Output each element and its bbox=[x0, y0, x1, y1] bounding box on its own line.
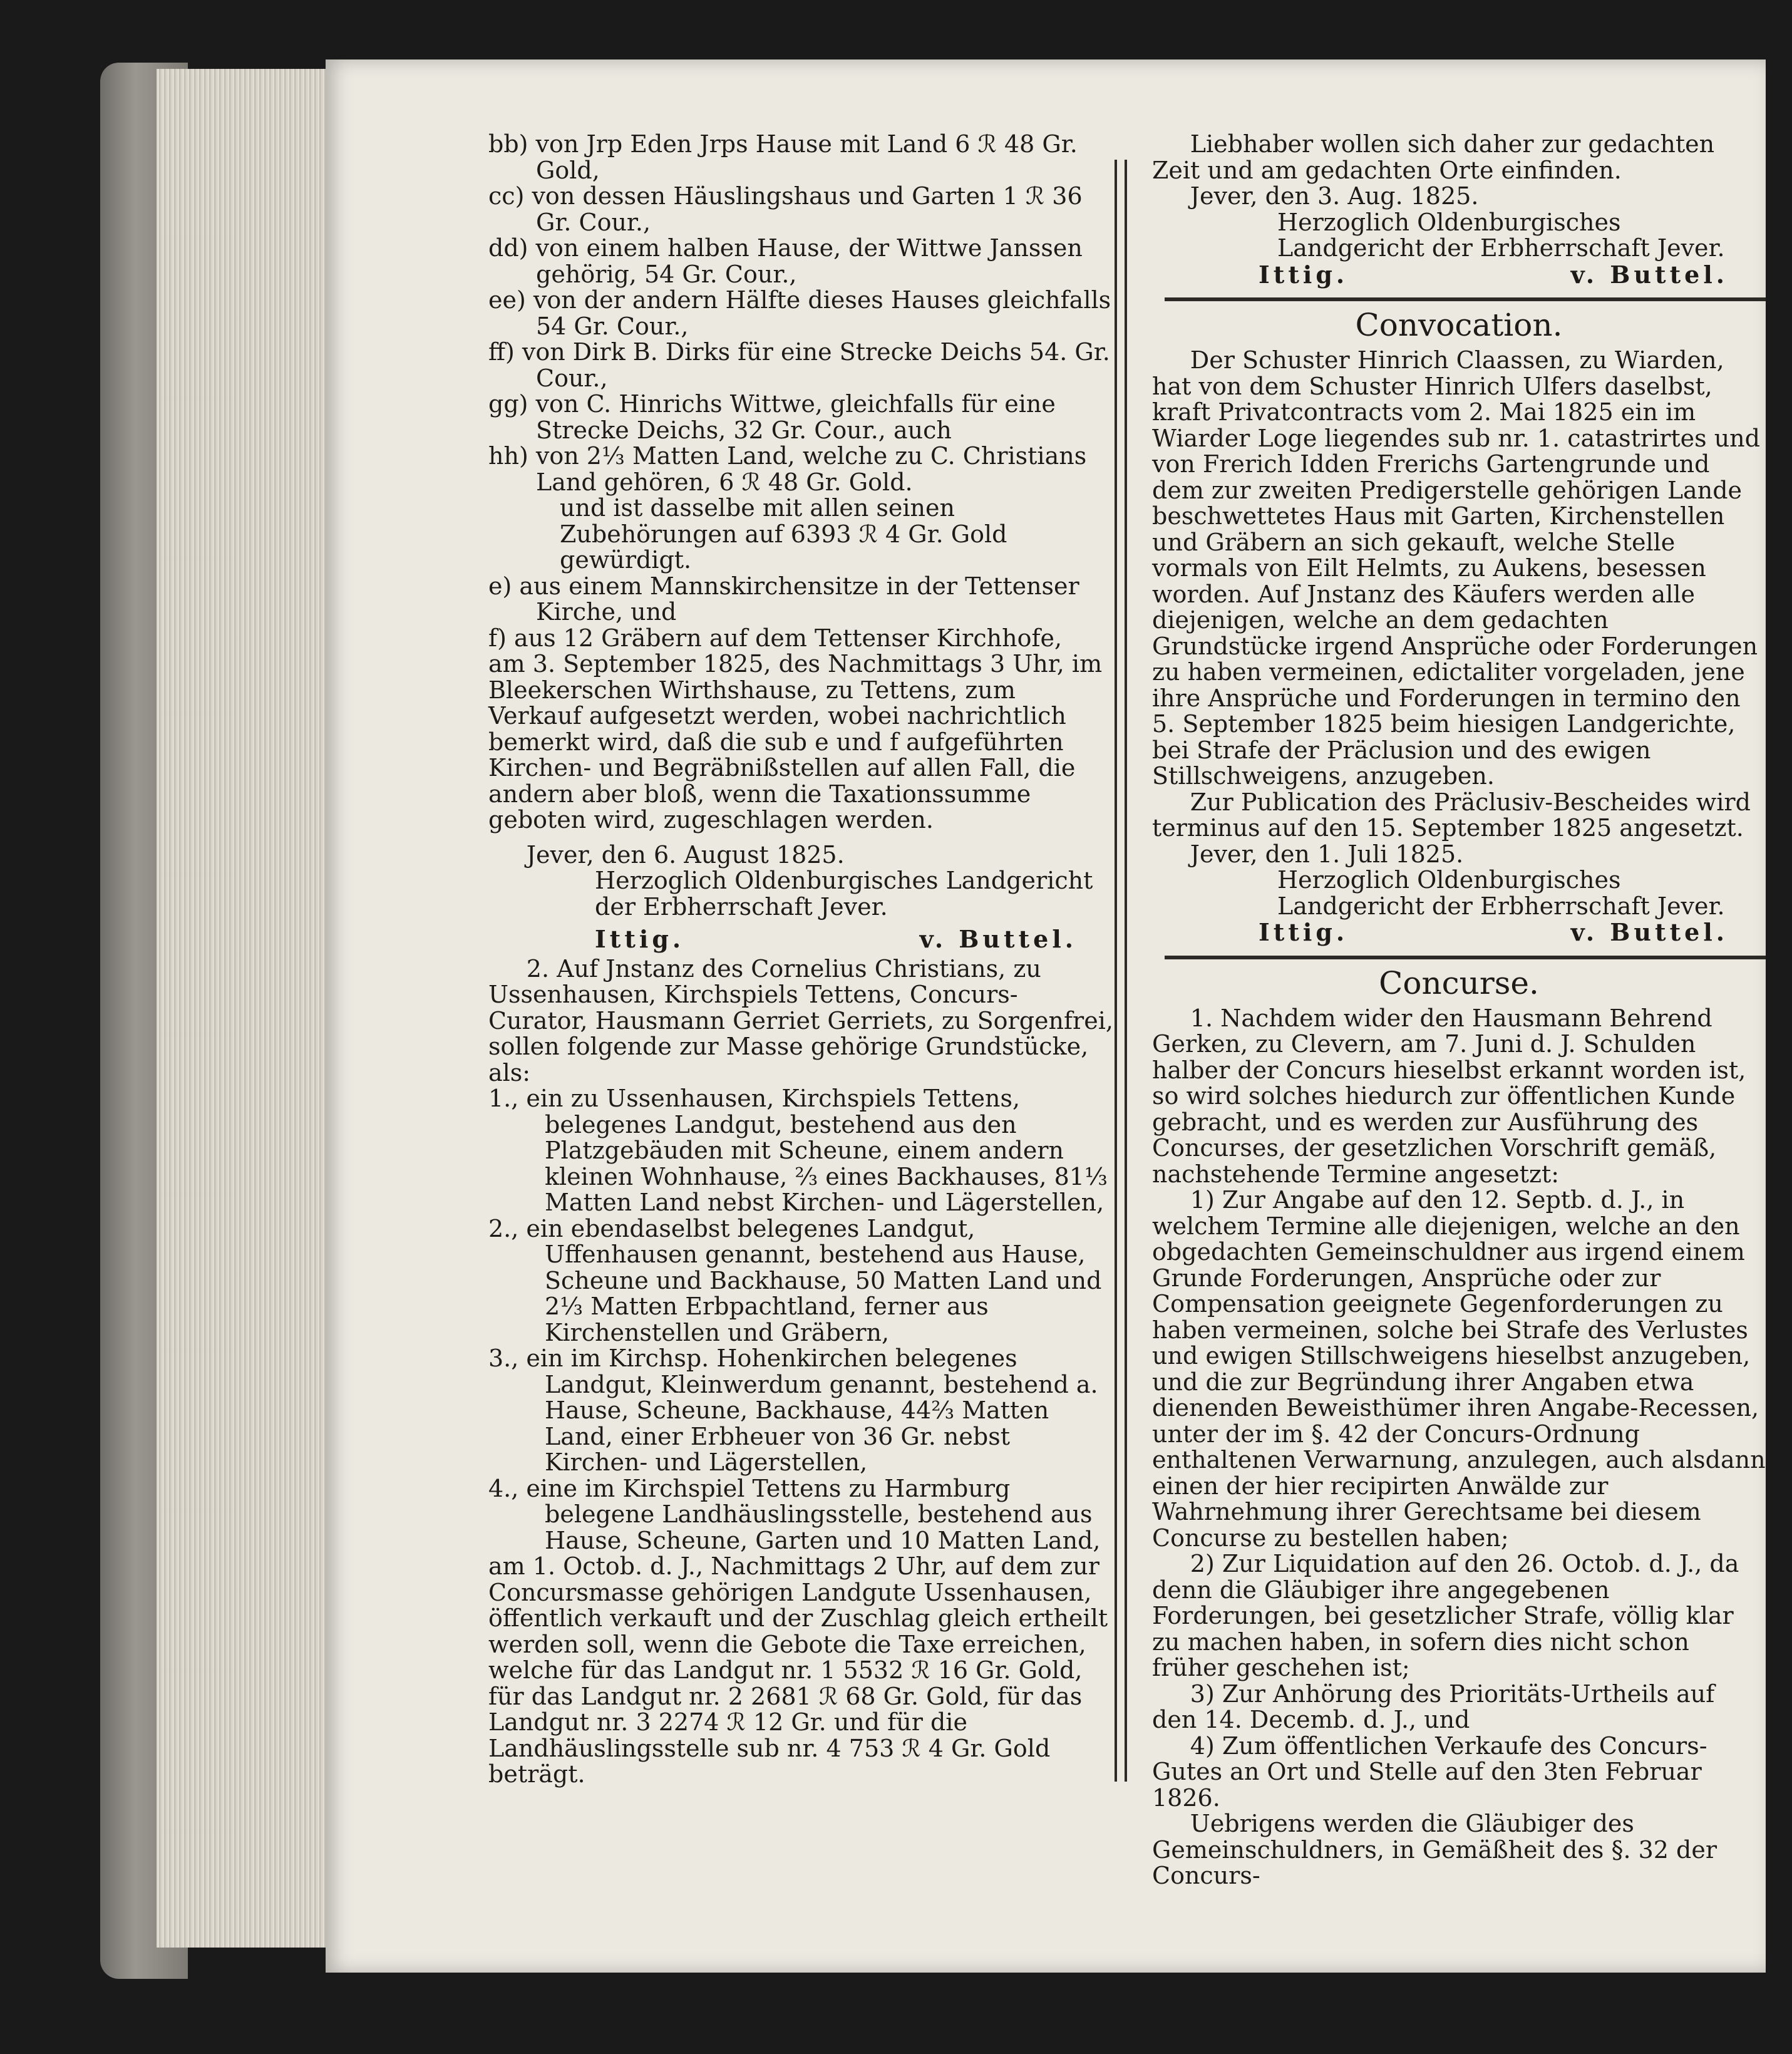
list-item: cc) von dessen Häuslingshaus und Garten 1 ℛ 36 Gr. Cour., bbox=[488, 182, 1083, 236]
signature-ittig: Ittig. bbox=[1259, 260, 1349, 289]
term-item: 2) Zur Liquidation auf den 26. Octob. d. J., da denn die Gläubiger ihre angegebenen Forderungen, bei gesetzlicher Strafe, völlig klar zu machen haben, in sofern dies nicht schon früher geschehen ist; bbox=[1152, 1550, 1739, 1681]
signature-buttel: v. Buttel. bbox=[1570, 260, 1728, 289]
signature-buttel: v. Buttel. bbox=[919, 925, 1077, 953]
signature-line bbox=[1152, 919, 1766, 946]
term-item: 3) Zur Anhörung des Prioritäts-Urtheils auf den 14. Decemb. d. J., und bbox=[1152, 1680, 1715, 1733]
list-item: hh) von 2⅓ Matten Land, welche zu C. Christians Land gehören, 6 ℛ 48 Gr. Gold. bbox=[488, 442, 1087, 496]
property-item: 2., ein ebendaselbst belegenes Landgut, Uffenhausen genannt, bestehend aus Hause, Scheune und Backhause, 50 Matten Land und 2⅓ Matten Erbpachtland, ferner aus Kirchenstellen und Gräbern, bbox=[488, 1214, 1102, 1346]
left-column bbox=[488, 132, 1115, 1788]
list-item: dd) von einem halben Hause, der Wittwe Janssen gehörig, 54 Gr. Cour., bbox=[488, 234, 1083, 288]
notice-date: Jever, den 6. August 1825. bbox=[526, 840, 845, 869]
property-item: 1., ein zu Ussenhausen, Kirchspiels Tettens, belegenes Landgut, bestehend aus den Platzgebäuden mit Scheune, einem andern kleinen Wohnhause, ⅔ eines Backhauses, 81⅓ Matten Land nebst Kirchen- und Lägerstellen, bbox=[488, 1085, 1108, 1216]
notice-date: Jever, den 3. Aug. 1825. bbox=[1190, 182, 1479, 210]
property-item: 3., ein im Kirchsp. Hohenkirchen belegenes Landgut, Kleinwerdum genannt, bestehend a. Hause, Scheune, Backhause, 44⅔ Matten Land, einer Erbheuer von 36 Gr. nebst Kirchen- und Lägerstellen, bbox=[488, 1344, 1098, 1476]
concurse-intro: 1. Nachdem wider den Hausmann Behrend Gerken, zu Clevern, am 7. Juni d. J. Schulden halber der Concurs hieselbst erkannt worden ist, so wird solches hiedurch zur öffentlichen Kunde gebracht, und es werden zur Ausführung des Concurses, der gesetzlichen Vorschrift gemäß, nachstehende Termine angesetzt: bbox=[1152, 1004, 1746, 1188]
convocation-publication: Zur Publication des Präclusiv-Bescheides wird terminus auf den 15. September 1825 angesetzt. bbox=[1152, 788, 1751, 842]
list-item: bb) von Jrp Eden Jrps Hause mit Land 6 ℛ 48 Gr. Gold, bbox=[488, 130, 1078, 184]
heading-concurse: Concurse. bbox=[1379, 964, 1539, 1001]
column-divider bbox=[1115, 160, 1127, 1782]
signature-line bbox=[488, 926, 1115, 952]
sale-text: am 3. September 1825, des Nachmittags 3 Uhr, im Bleekerschen Wirthshause, zu Tettens, zum Verkauf aufgesetzt werden, wobei nachrichtlich bemerkt wird, daß die sub e und f aufgeführten Kirchen- und Begräbnißstellen auf allen Fall, die andern aber bloß, wenn die Taxationssumme geboten wird, zugeschlagen werden. bbox=[488, 650, 1103, 833]
term-item: 4) Zum öffentlichen Verkaufe des Concurs-Gutes an Ort und Stelle auf den 3ten Februar 1826. bbox=[1152, 1731, 1707, 1812]
notice-intro: 2. Auf Jnstanz des Cornelius Christians, zu Ussenhausen, Kirchspiels Tettens, Concurs-Curator, Hausmann Gerriet Gerriets, zu Sorgenfrei, sollen folgende zur Masse gehörige Grundstücke, als: bbox=[488, 954, 1113, 1086]
court-name: Herzoglich Oldenburgisches Landgericht der Erbherrschaft Jever. bbox=[1277, 866, 1725, 920]
list-item: f) aus 12 Gräbern auf dem Tettenser Kirchhofe, bbox=[488, 624, 1063, 652]
list-item: ff) von Dirk B. Dirks für eine Strecke Deichs 54. Gr. Cour., bbox=[488, 338, 1110, 392]
closing-text: am 1. Octob. d. J., Nachmittags 2 Uhr, auf dem zur Concursmasse gehörigen Landgute Ussenhausen, öffentlich verkauft und der Zuschlag gleich ertheilt werden soll, wenn die Gebote die Taxe erreichen, welche für das Landgut nr. 1 5532 ℛ 16 Gr. Gold, für das Landgut nr. 2 2681 ℛ 68 Gr. Gold, für das Landgut nr. 3 2274 ℛ 12 Gr. und für die Landhäuslingsstelle sub nr. 4 753 ℛ 4 Gr. Gold beträgt. bbox=[488, 1552, 1108, 1788]
convocation-text: Der Schuster Hinrich Claassen, zu Wiarden, hat von dem Schuster Hinrich Ulfers daselbst, kraft Privatcontracts vom 2. Mai 1825 ein im Wiarder Loge liegendes sub nr. 1. catastrirtes und von Frerich Idden Frerichs Gartengrunde und dem zur zweiten Predigerstelle gehörigen Lande beschwettetes Haus mit Garten, Kirchenstellen und Gräbern an sich gekauft, welche Stelle vormals von Eilt Helmts, zu Aukens, besessen worden. Auf Jnstanz des Käufers werden alle diejenigen, welche an dem gedachten Grundstücke irgend Ansprüche oder Forderungen zu haben vermeinen, edictaliter vorgeladen, jene ihre Ansprüche und Forderungen in termino den 5. September 1825 beim hiesigen Landgerichte, bei Strafe der Präclusion und des ewigen Stillschweigens, anzugeben. bbox=[1152, 346, 1760, 790]
court-name: Herzoglich Oldenburgisches Landgericht der Erbherrschaft Jever. bbox=[1277, 208, 1725, 262]
valuation-text: und ist dasselbe mit allen seinen Zubehörungen auf 6393 ℛ 4 Gr. Gold gewürdigt. bbox=[560, 494, 1007, 574]
section-rule bbox=[1165, 297, 1766, 301]
signature-ittig: Ittig. bbox=[595, 925, 685, 953]
list-item: gg) von C. Hinrichs Wittwe, gleichfalls für eine Strecke Deichs, 32 Gr. Cour., auch bbox=[488, 390, 1056, 444]
intro-text: Liebhaber wollen sich daher zur gedachten Zeit und am gedachten Orte einfinden. bbox=[1152, 130, 1715, 184]
court-name: Herzoglich Oldenburgisches Landgericht der Erbherrschaft Jever. bbox=[595, 867, 1093, 921]
heading-convocation: Convocation. bbox=[1355, 307, 1563, 343]
page-stack-edge bbox=[157, 69, 332, 1948]
right-column bbox=[1152, 132, 1766, 1889]
list-item: e) aus einem Mannskirchensitze in der Tettenser Kirche, und bbox=[488, 572, 1079, 626]
term-item: 1) Zur Angabe auf den 12. Septb. d. J., in welchem Termine alle diejenigen, welche an den obgedachten Gemeinschuldner aus irgend einem Grunde Forderungen, Ansprüche oder zur Compensation geeignete Gegenforderungen zu haben vermeinen, solche bei Strafe des Verlustes und ewigen Stillschweigens hieselbst anzugeben, und die zur Begründung ihrer Angaben etwa dienenden Beweisthümer ihren Angabe-Recessen, unter der im §. 42 der Concurs-Ordnung enthaltenen Verwarnung, anzulegen, auch alsdann einen der hier recipirten Anwälde zur Wahrnehmung ihrer Gerechtsame bei diesem Concurse zu bestellen haben; bbox=[1152, 1186, 1766, 1552]
signature-line bbox=[1152, 262, 1766, 288]
signature-buttel: v. Buttel. bbox=[1570, 918, 1728, 946]
notice-date: Jever, den 1. Juli 1825. bbox=[1190, 840, 1464, 868]
list-item: ee) von der andern Hälfte dieses Hauses gleichfalls 54 Gr. Cour., bbox=[488, 286, 1111, 340]
final-text: Uebrigens werden die Gläubiger des Gemeinschuldners, in Gemäßheit des §. 32 der Concurs- bbox=[1152, 1810, 1717, 1889]
signature-ittig: Ittig. bbox=[1259, 918, 1349, 946]
property-item: 4., eine im Kirchspiel Tettens zu Harmburg belegene Landhäuslingsstelle, bestehend aus Hause, Scheune, Garten und 10 Matten Land, bbox=[488, 1474, 1101, 1554]
section-rule bbox=[1165, 956, 1766, 959]
